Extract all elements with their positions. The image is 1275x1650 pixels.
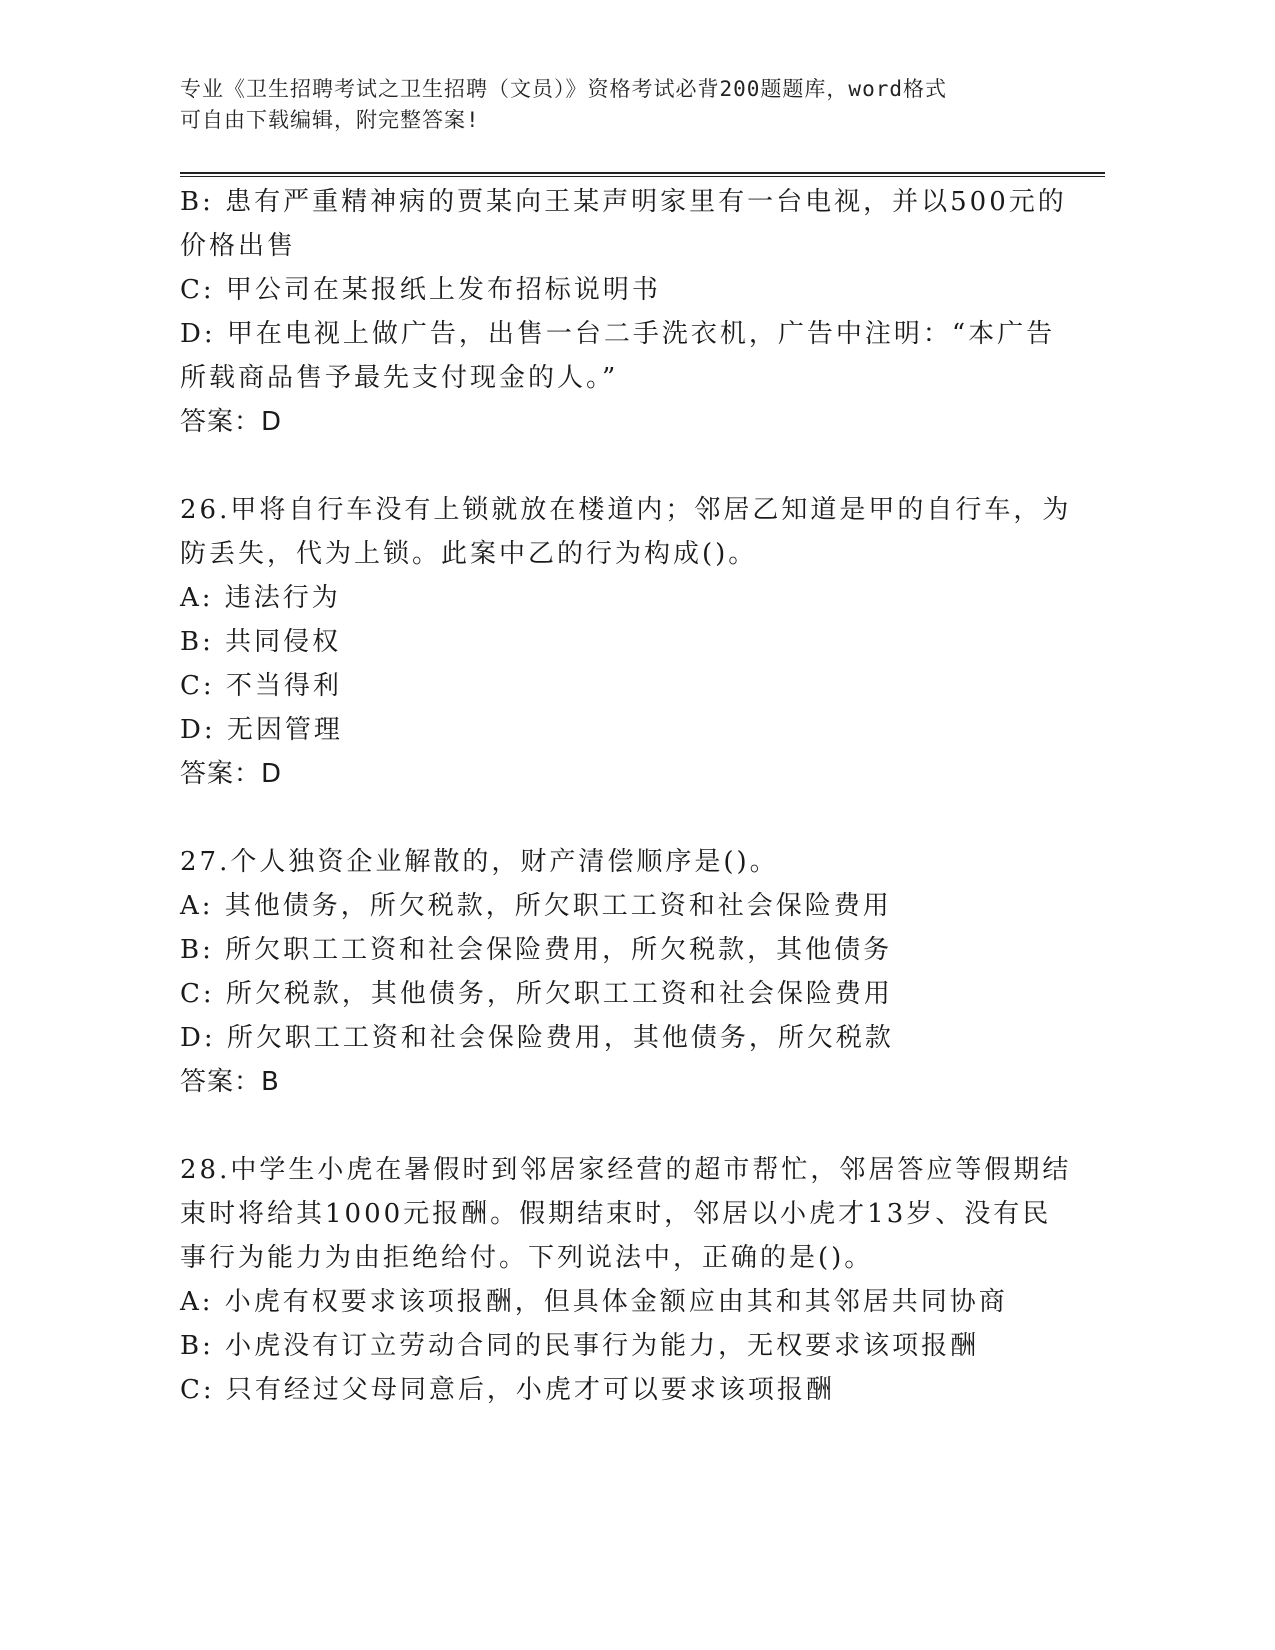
option-b: B: 共同侵权 — [180, 627, 342, 657]
question-stem-line-1: 26.甲将自行车没有上锁就放在楼道内；邻居乙知道是甲的自行车，为 — [180, 495, 1072, 525]
option-b: B: 所欠职工工资和社会保险费用，所欠税款，其他债务 — [180, 935, 893, 965]
option-d: D: 无因管理 — [180, 715, 343, 745]
option-a: A: 其他债务，所欠税款，所欠职工工资和社会保险费用 — [180, 891, 892, 921]
answer: 答案：D — [180, 759, 283, 789]
option-b-line-2: 价格出售 — [180, 231, 297, 261]
question-stem-line-3: 事行为能力为由拒绝给付。下列说法中，正确的是()。 — [180, 1243, 874, 1273]
question-block-27 — [180, 840, 1040, 1104]
question-block-26 — [180, 488, 1072, 796]
option-c: C: 所欠税款，其他债务，所欠职工工资和社会保险费用 — [180, 979, 893, 1009]
option-a: A: 小虎有权要求该项报酬，但具体金额应由其和其邻居共同协商 — [180, 1287, 1008, 1317]
question-stem-line-1: 28.中学生小虎在暑假时到邻居家经营的超市帮忙，邻居答应等假期结 — [180, 1155, 1072, 1185]
header-divider — [180, 172, 1105, 177]
spacer — [180, 796, 1040, 840]
question-stem-line-1: 27.个人独资企业解散的，财产清偿顺序是()。 — [180, 847, 779, 877]
question-stem-line-2: 防丢失，代为上锁。此案中乙的行为构成()。 — [180, 539, 758, 569]
option-b: B: 小虎没有订立劳动合同的民事行为能力，无权要求该项报酬 — [180, 1331, 980, 1361]
question-content — [180, 180, 1072, 1412]
option-d: D: 所欠职工工资和社会保险费用，其他债务，所欠税款 — [180, 1023, 894, 1053]
spacer — [180, 1104, 1040, 1148]
page-header — [180, 74, 1040, 136]
question-block-25 — [180, 180, 1067, 444]
option-d-line-1: D: 甲在电视上做广告，出售一台二手洗衣机，广告中注明：“本广告 — [180, 319, 1056, 349]
spacer — [180, 444, 1040, 488]
option-c: C: 甲公司在某报纸上发布招标说明书 — [180, 275, 661, 305]
answer: 答案：D — [180, 407, 283, 437]
option-b-line-1: B: 患有严重精神病的贾某向王某声明家里有一台电视，并以500元的 — [180, 187, 1067, 217]
option-c: C: 不当得利 — [180, 671, 342, 701]
option-d-line-2: 所载商品售予最先支付现金的人。” — [180, 363, 619, 393]
header-title-line-2: 可自由下载编辑，附完整答案! — [180, 108, 480, 132]
option-c: C: 只有经过父母同意后，小虎才可以要求该项报酬 — [180, 1375, 835, 1405]
question-block-28 — [180, 1148, 1072, 1412]
header-title-line-1: 专业《卫生招聘考试之卫生招聘（文员）》资格考试必背200题题库，word格式 — [180, 77, 947, 101]
option-a: A: 违法行为 — [180, 583, 341, 613]
question-stem-line-2: 束时将给其1000元报酬。假期结束时，邻居以小虎才13岁、没有民 — [180, 1199, 1052, 1229]
answer: 答案：B — [180, 1067, 280, 1097]
